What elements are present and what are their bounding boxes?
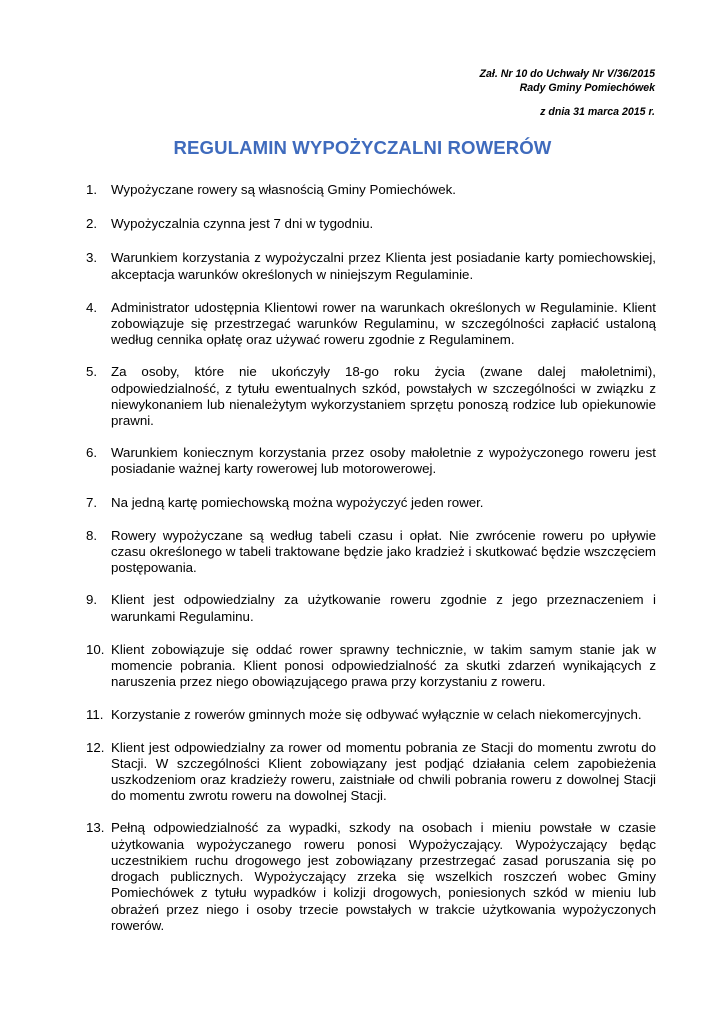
header-council-line: Rady Gminy Pomiechówek: [519, 82, 655, 94]
item-text: Rowery wypożyczane są według tabeli czasu i opłat. Nie zwrócenie roweru po upływie czasu określonego w tabeli traktowane będzie jako kradzież i skutkować będzie wszczęciem postępowania.: [111, 527, 656, 576]
item-number: 9.: [86, 592, 98, 608]
item-text: Warunkiem korzystania z wypożyczalni przez Klienta jest posiadanie karty pomiechowskiej, akceptacja warunków określonych w niniejszym Regulaminie.: [111, 250, 656, 282]
item-text: Klient jest odpowiedzialny za rower od momentu pobrania ze Stacji do momentu zwrotu do Stacji. W szczególności Klient zobowiązany jest podjąć działania celem zapobieżenia uszkodzeniom oraz kradzieży roweru, zaistniałe od chwili pobrania roweru z dowolnej Stacji do momentu zwrotu roweru na dowolnej Stacji.: [111, 739, 656, 804]
list-item: [86, 528, 656, 577]
item-number: 7.: [86, 494, 98, 510]
list-item: [86, 250, 656, 282]
item-number: 5.: [86, 364, 98, 380]
item-text: Wypożyczane rowery są własnością Gminy Pomiechówek.: [111, 182, 456, 197]
document-header: [480, 67, 655, 119]
item-number: 8.: [86, 527, 98, 543]
item-number: 10.: [86, 641, 105, 657]
list-item: [86, 445, 656, 477]
list-item: [86, 364, 656, 429]
item-number: 13.: [86, 820, 105, 836]
header-date-line: z dnia 31 marca 2015 r.: [540, 106, 655, 118]
list-item: [86, 216, 656, 232]
page-title: REGULAMIN WYPOŻYCZALNI ROWERÓW: [173, 137, 552, 158]
list-item: [86, 182, 656, 198]
item-number: 1.: [86, 182, 98, 197]
item-text: Klient zobowiązuje się oddać rower sprawny technicznie, w takim samym stanie jak w momencie pobrania. Klient ponosi odpowiedzialność za skutki zdarzeń wynikających z naruszenia przez niego obowiązującego prawa przy korzystaniu z roweru.: [111, 641, 656, 690]
header-attachment-line: Zał. Nr 10 do Uchwały Nr V/36/2015: [479, 68, 655, 80]
list-item: [86, 642, 656, 691]
item-number: 11.: [86, 707, 104, 723]
list-item: [86, 300, 656, 349]
list-item: [86, 820, 656, 933]
item-number: 2.: [86, 216, 98, 232]
list-item: [86, 495, 656, 511]
item-number: 4.: [86, 299, 98, 315]
item-text: Na jedną kartę pomiechowską można wypożyczyć jeden rower.: [111, 494, 484, 510]
regulations-list: [86, 182, 656, 934]
item-text: Za osoby, które nie ukończyły 18-go roku życia (zwane dalej małoletnimi), odpowiedzialność, z tytułu ewentualnych szkód, powstałych w szczególności w związku z niewykonaniem lub nienależytym wykorzystaniem sprzętu ponoszą rodzice lub opiekunowie prawni.: [111, 364, 656, 429]
list-item: [86, 592, 656, 624]
item-text: Korzystanie z rowerów gminnych może się odbywać wyłącznie w celach niekomercyjnych.: [111, 707, 642, 723]
item-text: Wypożyczalnia czynna jest 7 dni w tygodniu.: [111, 216, 374, 232]
item-text: Warunkiem koniecznym korzystania przez osoby małoletnie z wypożyczonego roweru jest posiadanie ważnej karty rowerowej lub motorowerowej.: [111, 445, 656, 477]
item-text: Administrator udostępnia Klientowi rower na warunkach określonych w Regulaminie. Klient zobowiązuje się przestrzegać warunków Regulaminu, w szczególności zapłacić ustaloną według cennika opłatę oraz używać roweru zgodnie z Regulaminem.: [111, 299, 656, 348]
list-item: [86, 740, 656, 805]
item-text: Pełną odpowiedzialność za wypadki, szkody na osobach i mieniu powstałe w czasie użytkowania wypożyczanego roweru ponosi Wypożyczający. Wypożyczający będąc uczestnikiem ruchu drogowego jest zobowiązany przestrzegać zasad poruszania się po drogach publicznych. Wypożyczający zrzeka się wszelkich roszczeń wobec Gminy Pomiechówek z tytułu wypadków i kolizji drogowych, poniesionych szkód w mieniu lub obrażeń przez niego i osoby trzecie powstałych w trakcie użytkowania wypożyczonych rowerów.: [111, 820, 656, 933]
item-number: 12.: [86, 739, 105, 755]
item-number: 3.: [86, 250, 98, 266]
item-number: 6.: [86, 445, 98, 461]
item-text: Klient jest odpowiedzialny za użytkowanie roweru zgodnie z jego przeznaczeniem i warunkami Regulaminu.: [111, 592, 656, 624]
list-item: [86, 707, 656, 723]
